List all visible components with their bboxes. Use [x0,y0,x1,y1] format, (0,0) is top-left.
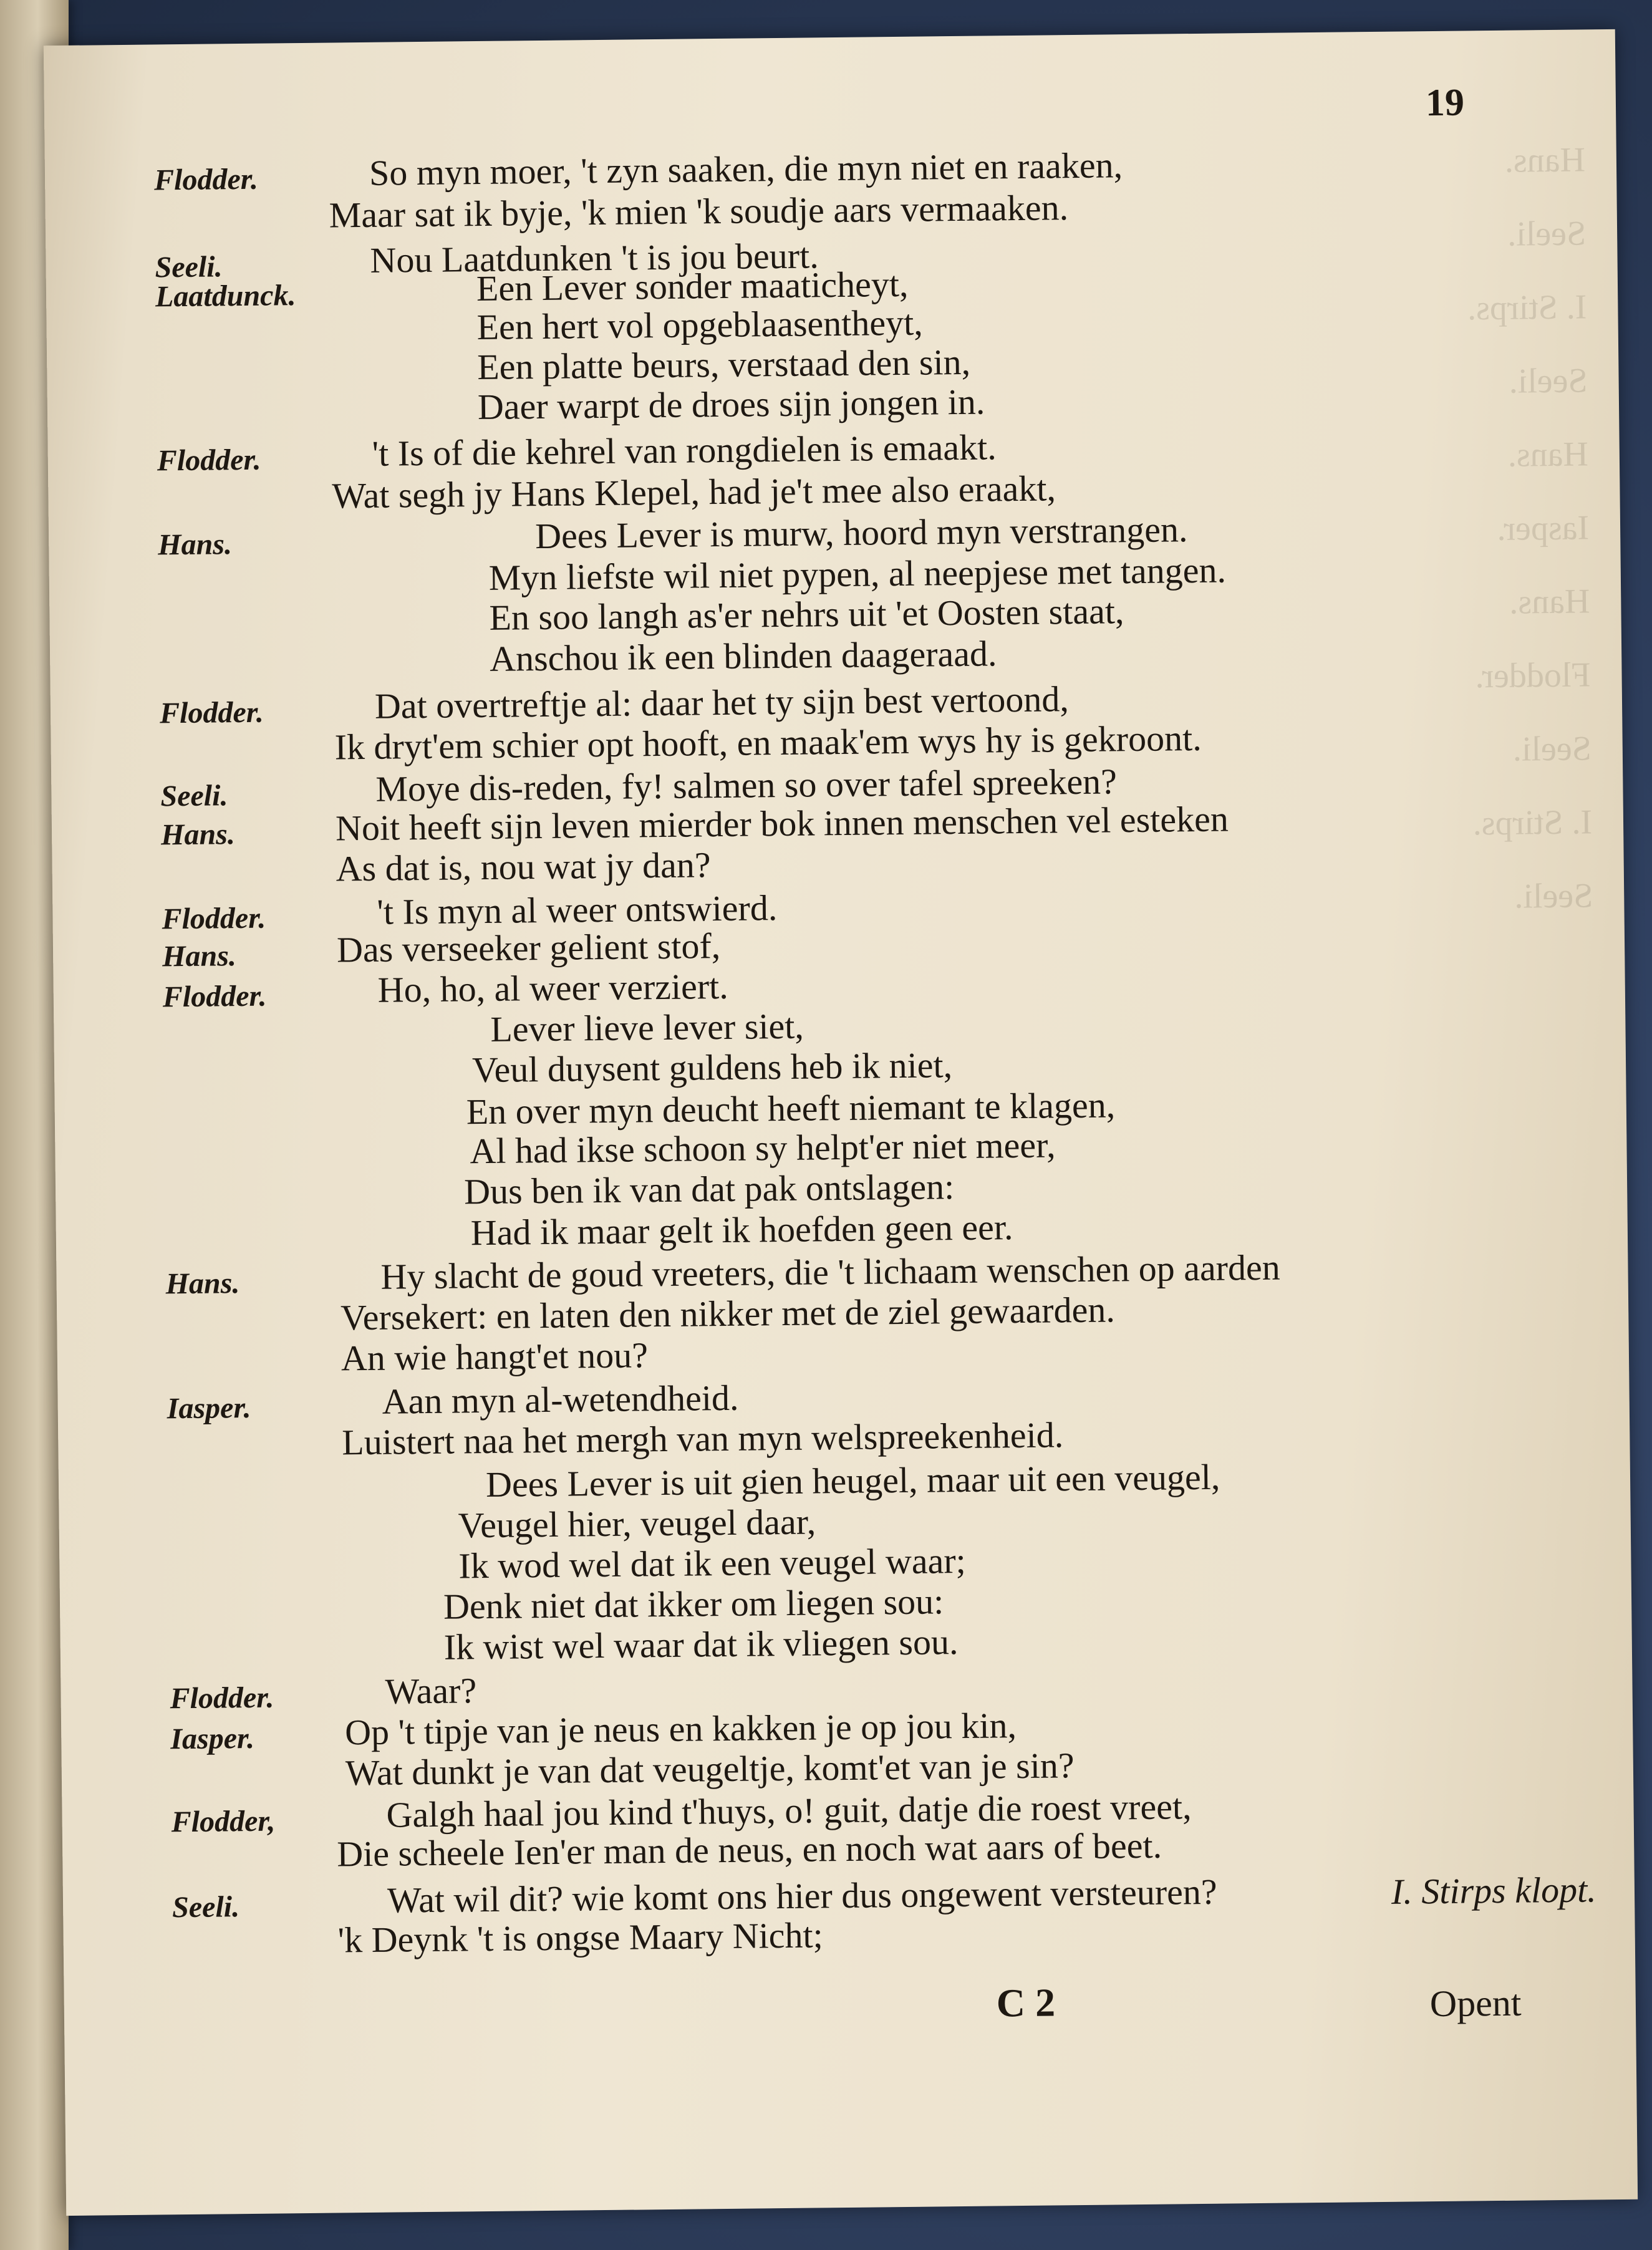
speaker-name: Flodder. [153,162,259,197]
verse-line: En soo langh as'er nehrs uit 'et Oosten staat, [489,591,1124,638]
verse-line: Anschou ik een blinden daageraad. [489,633,997,679]
bleed-through-word: Seeli. [1512,729,1592,769]
verse-line: Veugel hier, veugel daar, [458,1501,816,1546]
verse-line: 't Is of die kehrel van rongdielen is emaakt. [372,427,997,474]
speaker-name: Iasper. [167,1391,251,1426]
speaker-name: Iasper. [170,1721,255,1756]
bleed-through-word: Flodder. [1475,655,1591,696]
verse-line: Ik wist wel waar dat ik vliegen sou. [443,1621,959,1668]
speaker-name: Hans. [157,528,233,562]
page-number: 19 [1425,81,1465,125]
bleed-through-word: Hans. [1507,435,1589,475]
verse-line: Hy slacht de goud vreeters, die 't lichaam wenschen op aarden [380,1247,1280,1297]
verse-line: An wie hangt'et nou? [341,1335,649,1379]
verse-line: Moye dis-reden, fy! salmen so over tafel spreeken? [375,761,1118,809]
speaker-name: Flodder. [162,901,266,936]
bleed-through-word: Hans. [1504,140,1586,180]
speaker-name: Laatdunck. [155,279,296,314]
bleed-through-word: Seeli. [1509,361,1588,401]
speaker-name: Hans. [165,1267,240,1301]
verse-line: Waar? [385,1670,477,1712]
stage-direction: I. Stirps klopt. [1391,1869,1596,1912]
speaker-name: Flodder, [171,1804,276,1839]
verse-line: Een Lever sonder maaticheyt, [476,263,909,309]
speaker-name: Seeli. [160,779,228,813]
verse-line: Wat segh jy Hans Klepel, had je't mee also eraakt, [332,468,1056,516]
bleed-through-word: I. Stirps. [1467,287,1587,328]
verse-line: Een hert vol opgeblaasentheyt, [476,302,924,348]
bleed-through-word: Hans. [1509,582,1590,622]
verse-line: Denk niet dat ikker om liegen sou: [443,1581,944,1627]
verse-line: Luistert naa het mergh van myn welspreekenheid. [341,1414,1064,1463]
verse-line: Op 't tipje van je neus en kakken je op jou kin, [344,1705,1017,1753]
verse-line: Versekert: en laten den nikker met de ziel gewaarden. [340,1289,1116,1338]
speaker-name: Flodder. [170,1681,274,1716]
verse-line: Lever lieve lever siet, [490,1005,804,1050]
verse-line: Ik wod wel dat ik een veugel waar; [458,1540,967,1586]
verse-line: Dees Lever is murw, hoord myn verstrangen. [534,509,1188,557]
speaker-name: Hans. [160,818,236,852]
verse-line: Myn liefste wil niet pypen, al neepjese met tangen. [488,549,1227,598]
verse-line: 't Is myn al weer ontswierd. [377,887,778,932]
verse-line: Een platte beurs, verstaad den sin, [476,341,971,388]
verse-line: Wat wil dit? wie komt ons hier dus ongewent versteuren? [387,1871,1217,1921]
verse-line: Maar sat ik byje, 'k mien 'k soudje aars vermaaken. [329,187,1069,236]
speaker-name: Flodder. [157,443,261,478]
speaker-name: Flodder. [159,695,264,730]
verse-line: Aan myn al-wetendheid. [382,1377,739,1422]
bleed-through-word: Seeli. [1514,876,1593,916]
verse-line: Nou Laatdunken 't is jou beurt. [370,235,819,281]
signature-mark: C 2 [996,1980,1056,2025]
verse-line: Ho, ho, al weer verziert. [377,965,729,1010]
speaker-name: Hans. [162,939,237,973]
verse-line: As dat is, nou wat jy dan? [336,844,711,889]
verse-line: Daer warpt de droes sijn jongen in. [477,381,985,428]
speaker-name: Seeli. [171,1890,240,1924]
verse-line: Dat overtreftje al: daar het ty sijn best vertoond, [374,678,1070,727]
catchword: Opent [1429,1982,1522,2025]
bleed-through-text [1385,123,1604,1996]
verse-line: Had ik maar gelt ik hoefden geen eer. [470,1207,1013,1253]
book-page [44,29,1638,2216]
verse-line: Dus ben ik van dat pak ontslagen: [463,1166,955,1212]
verse-line: Die scheele Ien'er man de neus, en noch wat aars of beet. [336,1825,1162,1875]
bleed-through-word: Iasper. [1497,508,1590,548]
bleed-through-word: I. Stirps. [1472,803,1593,843]
verse-line: Wat dunkt je van dat veugeltje, komt'et van je sin? [345,1745,1075,1794]
verse-line: Veul duysent guldens heb ik niet, [471,1045,953,1091]
verse-line: Al had ikse schoon sy helpt'er niet meer, [470,1124,1056,1172]
verse-line: Ik dryt'em schier opt hooft, en maak'em wys hy is gekroont. [334,717,1202,768]
speaker-name: Flodder. [162,979,267,1014]
verse-line: Galgh haal jou kind t'huys, o! guit, datje die roest vreet, [386,1786,1192,1835]
verse-line: 'k Deynk 't is ongse Maary Nicht; [337,1914,823,1961]
verse-line: Das verseeker gelient stof, [336,925,721,970]
bleed-through-word: Seeli. [1507,214,1587,254]
verse-line: So myn moer, 't zyn saaken, die myn niet en raaken, [369,145,1123,193]
verse-line: Noit heeft sijn leven mierder bok innen menschen vel esteken [335,798,1229,849]
speaker-name: Seeli. [155,250,223,284]
verse-line: Dees Lever is uit gien heugel, maar uit een veugel, [485,1456,1220,1505]
verse-line: En over myn deucht heeft niemant te klagen, [466,1084,1116,1132]
